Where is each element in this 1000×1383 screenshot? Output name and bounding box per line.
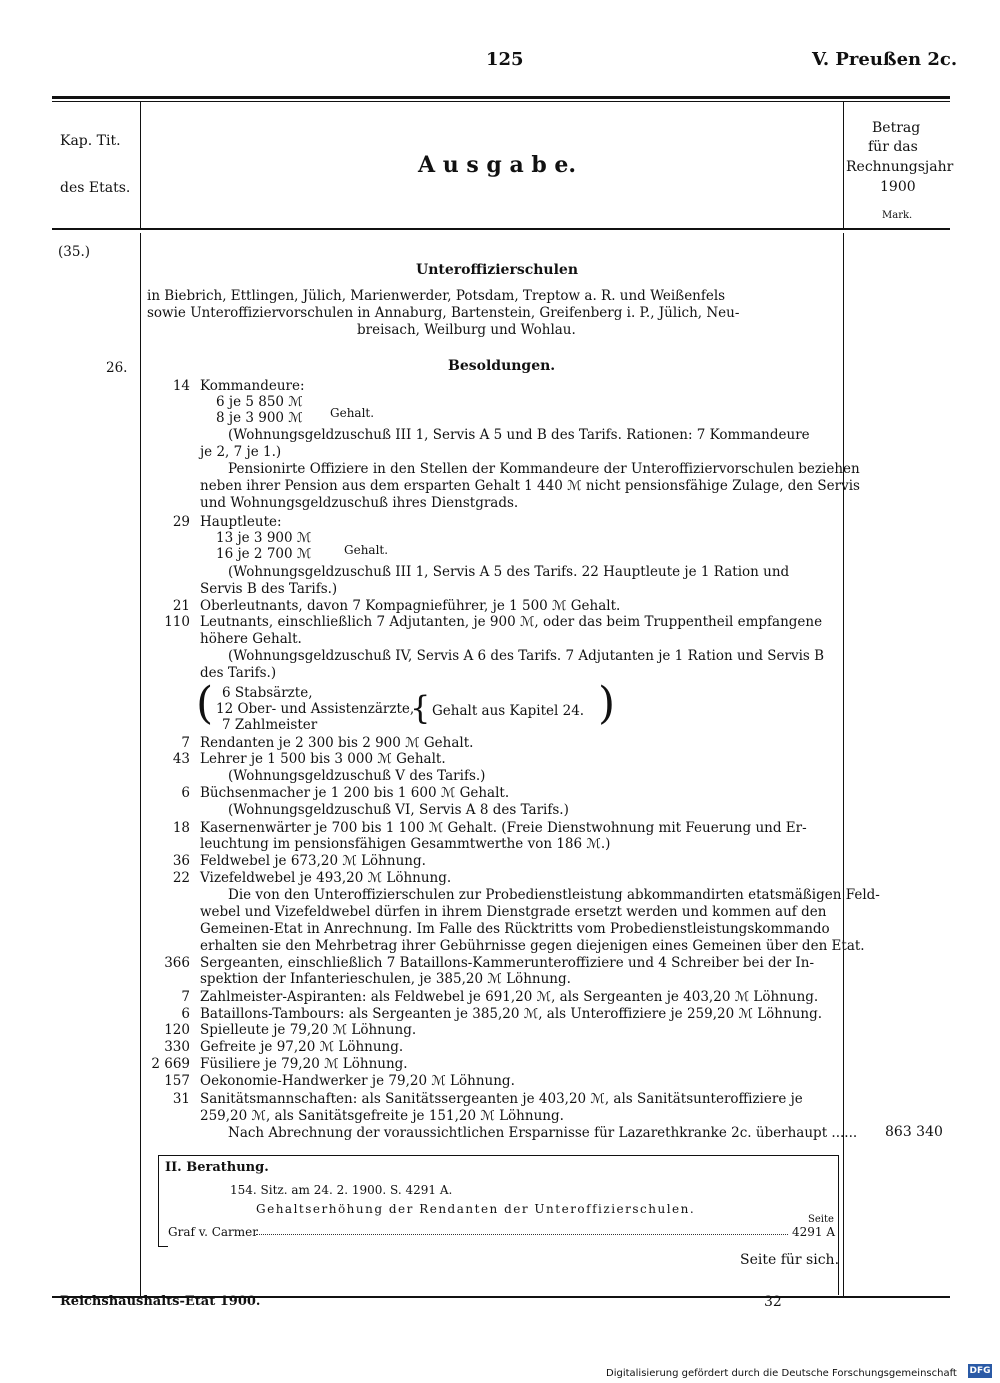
beratung-seite-label: Seite: [808, 1214, 834, 1225]
subsection-title: Besoldungen.: [448, 358, 556, 374]
beratung-speaker-page: 4291 A: [792, 1225, 836, 1239]
line-text: Vizefeldwebel je 493,20 ℳ Löhnung.: [200, 870, 452, 886]
line-count: 110: [164, 614, 190, 630]
footer-credit: Digitalisierung gefördert durch die Deutsche Forschungsgemeinschaft: [606, 1368, 957, 1379]
betrag-4: 1900: [880, 179, 916, 195]
page-number: 125: [486, 49, 524, 70]
line-text: Nach Abrechnung der voraussichtlichen Ersparnisse für Lazarethkranke 2c. überhaupt ......: [228, 1125, 858, 1141]
dot-leader: [256, 1234, 788, 1235]
line-text: webel und Vizefeldwebel dürfen in ihrem Dienstgrade ersetzt werden und kommen auf den: [200, 904, 827, 920]
line-text: Bataillons-Tambours: als Sergeanten je 385,20 ℳ, als Unteroffiziere je 259,20 ℳ Löhnung.: [200, 1006, 823, 1022]
line-text: Gefreite je 97,20 ℳ Löhnung.: [200, 1039, 404, 1055]
footer-left: Reichshaushalts-Etat 1900.: [60, 1294, 261, 1309]
section-title: Unteroffizierschulen: [416, 262, 579, 278]
line-count: 157: [164, 1073, 190, 1089]
page-title: A u s g a b e.: [418, 152, 577, 178]
line-text: 12 Ober- und Assistenzärzte,: [216, 701, 415, 717]
line-text: erhalten sie den Mehrbetrag ihrer Gebührnisse gegen diejenigen eines Gemeinen über den Etat.: [200, 938, 865, 954]
line-text: Die von den Unteroffizierschulen zur Probedienstleistung abkommandirten etatsmäßigen Feld-: [228, 887, 880, 903]
betrag-2: für das: [868, 139, 918, 155]
line-count: 2 669: [151, 1056, 190, 1072]
beratung-title: II. Berathung.: [165, 1160, 269, 1175]
header-col-line-right: [843, 102, 844, 228]
header-col-line-left: [140, 102, 141, 228]
beratung-subject: Gehaltserhöhung der Rendanten der Unteroffizierschulen.: [256, 1202, 696, 1216]
line-count: 120: [164, 1022, 190, 1038]
header-bottom-rule: [52, 228, 950, 230]
beratung-speaker: Graf v. Carmer: [168, 1225, 259, 1239]
line-text: Zahlmeister-Aspiranten: als Feldwebel je 691,20 ℳ, als Sergeanten je 403,20 ℳ Löhnung.: [200, 989, 819, 1005]
line-text: Lehrer je 1 500 bis 3 000 ℳ Gehalt.: [200, 751, 446, 767]
line-count: 21: [172, 598, 190, 614]
beratung-note: Seite für sich.: [740, 1252, 840, 1268]
line-text: Spielleute je 79,20 ℳ Löhnung.: [200, 1022, 417, 1038]
line-text: Gemeinen-Etat in Anrechnung. Im Falle des Rücktritts vom Probedienstleistungskommando: [200, 921, 830, 937]
line-text: Oekonomie-Handwerker je 79,20 ℳ Löhnung.: [200, 1073, 515, 1089]
left-paren-icon: (: [196, 678, 214, 729]
line-text: Füsiliere je 79,20 ℳ Löhnung.: [200, 1056, 408, 1072]
line-text: Sergeanten, einschließlich 7 Bataillons-Kammerunteroffiziere und 4 Schreiber bei der In-: [200, 955, 815, 971]
gehalt-label: Gehalt.: [330, 406, 375, 420]
top-rule-thin: [52, 101, 950, 102]
line-text: (Wohnungsgeldzuschuß IV, Servis A 6 des Tarifs. 7 Adjutanten je 1 Ration und Servis B: [228, 648, 825, 664]
betrag-unit: Mark.: [882, 210, 913, 221]
line-count: 14: [172, 378, 190, 394]
beratung-box-left: [158, 1155, 159, 1247]
beratung-box-top: [158, 1155, 838, 1156]
titel-number: 26.: [106, 360, 128, 376]
line-count: 6: [181, 785, 190, 801]
col-kap-tit: Kap. Tit.: [60, 133, 121, 149]
beratung-sitzung: 154. Sitz. am 24. 2. 1900. S. 4291 A.: [230, 1183, 453, 1197]
betrag-1: Betrag: [872, 120, 921, 136]
line-text: und Wohnungsgeldzuschuß ihres Dienstgrads.: [200, 495, 519, 511]
betrag-3: Rechnungsjahr: [846, 159, 954, 175]
line-text: 7 Zahlmeister: [222, 717, 318, 733]
beratung-box-right: [838, 1155, 839, 1295]
dfg-logo: DFG: [969, 1366, 991, 1376]
line-text: (Wohnungsgeldzuschuß VI, Servis A 8 des Tarifs.): [228, 802, 569, 818]
intro-line: breisach, Weilburg und Wohlau.: [357, 322, 576, 338]
line-count: 31: [172, 1091, 190, 1107]
line-text: Feldwebel je 673,20 ℳ Löhnung.: [200, 853, 426, 869]
line-text: neben ihrer Pension aus dem ersparten Gehalt 1 440 ℳ nicht pensionsfähige Zulage, den Servis: [200, 478, 860, 494]
line-count: 29: [172, 514, 190, 530]
line-count: 7: [181, 989, 190, 1005]
line-text: Rendanten je 2 300 bis 2 900 ℳ Gehalt.: [200, 735, 474, 751]
section-label: V. Preußen 2c.: [812, 49, 958, 70]
line-text: Büchsenmacher je 1 200 bis 1 600 ℳ Gehalt.: [200, 785, 510, 801]
line-text: 259,20 ℳ, als Sanitätsgefreite je 151,20 ℳ Löhnung.: [200, 1108, 564, 1124]
col-des-etats: des Etats.: [60, 180, 131, 196]
line-text: 8 je 3 900 ℳ: [216, 410, 303, 426]
line-text: Hauptleute:: [200, 514, 282, 530]
beratung-box-corner: [158, 1246, 168, 1247]
gehalt-kapitel: Gehalt aus Kapitel 24.: [432, 703, 585, 719]
line-text: (Wohnungsgeldzuschuß III 1, Servis A 5 des Tarifs. 22 Hauptleute je 1 Ration und: [228, 564, 790, 580]
line-count: 36: [172, 853, 190, 869]
line-text: Servis B des Tarifs.): [200, 581, 338, 597]
line-text: 16 je 2 700 ℳ: [216, 546, 312, 562]
top-rule: [52, 96, 950, 99]
line-text: Oberleutnants, davon 7 Kompagnieführer, je 1 500 ℳ Gehalt.: [200, 598, 621, 614]
right-paren-icon: ): [598, 678, 616, 729]
line-count: 18: [172, 820, 190, 836]
line-text: Pensionirte Offiziere in den Stellen der Kommandeure der Unteroffiziervorschulen beziehen: [228, 461, 860, 477]
line-text: spektion der Infanterieschulen, je 385,20 ℳ Löhnung.: [200, 971, 571, 987]
body-col-line-left: [140, 233, 141, 1296]
line-text: leuchtung im pensionsfähigen Gesammtwerthe von 186 ℳ.): [200, 836, 611, 852]
amount-total: 863 340: [885, 1124, 943, 1140]
line-text: 13 je 3 900 ℳ: [216, 530, 312, 546]
line-text: 6 je 5 850 ℳ: [216, 394, 303, 410]
line-text: höhere Gehalt.: [200, 631, 302, 647]
line-count: 7: [181, 735, 190, 751]
line-count: 330: [164, 1039, 190, 1055]
line-count: 366: [164, 955, 190, 971]
line-count: 43: [172, 751, 190, 767]
line-text: (Wohnungsgeldzuschuß V des Tarifs.): [228, 768, 486, 784]
line-text: (Wohnungsgeldzuschuß III 1, Servis A 5 und B des Tarifs. Rationen: 7 Kommandeure: [228, 427, 810, 443]
line-text: Kasernenwärter je 700 bis 1 100 ℳ Gehalt. (Freie Dienstwohnung mit Feuerung und Er-: [200, 820, 807, 836]
line-text: je 2, 7 je 1.): [200, 444, 282, 460]
intro-line: sowie Unteroffiziervorschulen in Annaburg, Bartenstein, Greifenberg i. P., Jülich, Neu-: [147, 305, 740, 321]
brace-icon: {: [410, 689, 431, 727]
line-count: 6: [181, 1006, 190, 1022]
gehalt-label: Gehalt.: [344, 543, 389, 557]
line-count: 22: [172, 870, 190, 886]
line-text: Kommandeure:: [200, 378, 305, 394]
line-text: Leutnants, einschließlich 7 Adjutanten, je 900 ℳ, oder das beim Truppentheil empfangene: [200, 614, 823, 630]
intro-line: in Biebrich, Ettlingen, Jülich, Marienwerder, Potsdam, Treptow a. R. und Weißenfels: [147, 288, 726, 304]
line-text: des Tarifs.): [200, 665, 277, 681]
line-text: 6 Stabsärzte,: [222, 685, 313, 701]
footer-page: 32: [764, 1294, 782, 1310]
line-text: Sanitätsmannschaften: als Sanitätssergeanten je 403,20 ℳ, als Sanitätsunteroffiziere je: [200, 1091, 803, 1107]
kapitel-number: (35.): [58, 244, 91, 260]
